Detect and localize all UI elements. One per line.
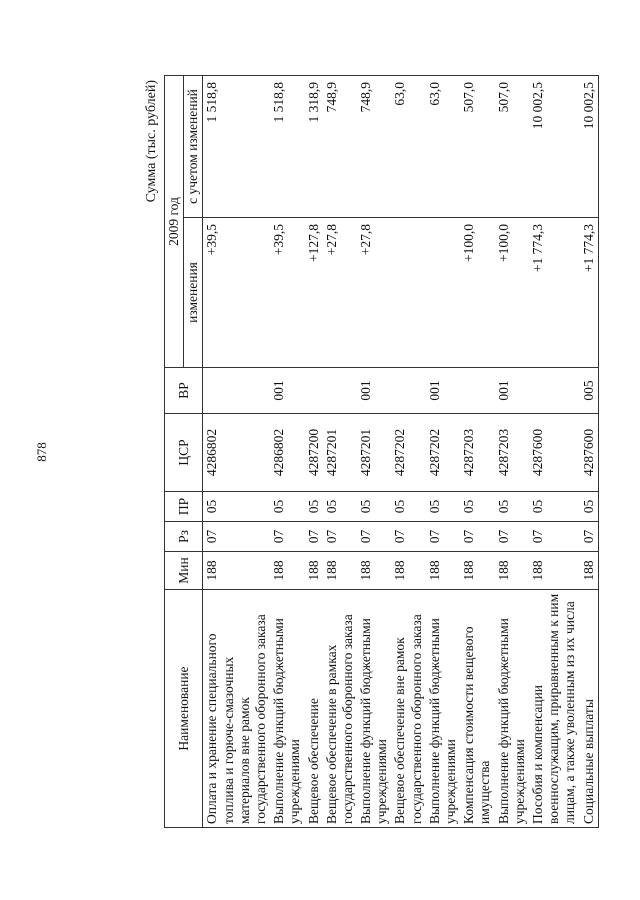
row-name: Пособия и компенсации военнослужащим, приравненным к ним лицам, а также уволенным из их числа	[529, 590, 580, 828]
row-name: Компенсация стоимости вещевого имущества	[460, 590, 494, 828]
row-name: Выполнение функций бюджетными учреждениями	[357, 590, 391, 828]
row-rz: 07	[580, 522, 599, 552]
row-changes: +27,8	[323, 218, 357, 368]
header-with-changes: с учетом изменений	[184, 76, 203, 218]
table-row	[391, 76, 425, 828]
header-csr: ЦСР	[165, 414, 203, 492]
header-min: Мин	[165, 552, 203, 590]
table-row	[460, 76, 494, 828]
row-pr: 05	[357, 492, 391, 522]
row-pr: 05	[203, 492, 270, 522]
table-body	[203, 76, 598, 828]
row-vr	[391, 368, 425, 414]
row-total: 1 518,8	[203, 76, 270, 218]
row-pr: 05	[391, 492, 425, 522]
row-changes	[426, 218, 460, 368]
row-name: Оплата и хранение специального топлива и горюче-смазочных материалов вне рамок государственного оборонного заказа	[203, 590, 270, 828]
row-rz: 07	[460, 522, 494, 552]
row-vr	[305, 368, 323, 414]
row-pr: 05	[529, 492, 580, 522]
row-csr: 4287600	[529, 414, 580, 492]
row-rz: 07	[203, 522, 270, 552]
row-rz: 07	[270, 522, 304, 552]
row-total: 10 002,5	[580, 76, 599, 218]
table-row	[203, 76, 270, 828]
row-vr: 005	[580, 368, 599, 414]
row-changes: +1 774,3	[529, 218, 580, 368]
table-header	[165, 76, 203, 828]
row-name: Социальные выплаты	[580, 590, 599, 828]
row-rz: 07	[426, 522, 460, 552]
row-pr: 05	[426, 492, 460, 522]
row-vr: 001	[357, 368, 391, 414]
row-total: 63,0	[426, 76, 460, 218]
table-row	[270, 76, 304, 828]
row-pr: 05	[270, 492, 304, 522]
table-row	[495, 76, 529, 828]
row-rz: 07	[357, 522, 391, 552]
row-pr: 05	[580, 492, 599, 522]
row-min: 188	[203, 552, 270, 590]
table-row	[426, 76, 460, 828]
row-total: 63,0	[391, 76, 425, 218]
row-vr	[203, 368, 270, 414]
table-row	[357, 76, 391, 828]
header-year: 2009 год	[165, 76, 184, 368]
row-csr: 4287202	[391, 414, 425, 492]
row-csr: 4286802	[203, 414, 270, 492]
row-rz: 07	[323, 522, 357, 552]
row-min: 188	[580, 552, 599, 590]
row-total: 507,0	[460, 76, 494, 218]
row-changes: +127,8	[305, 218, 323, 368]
row-name: Выполнение функций бюджетными учреждениями	[426, 590, 460, 828]
row-csr: 4287201	[357, 414, 391, 492]
row-vr: 001	[426, 368, 460, 414]
row-csr: 4287600	[580, 414, 599, 492]
row-pr: 05	[305, 492, 323, 522]
row-min: 188	[391, 552, 425, 590]
row-min: 188	[270, 552, 304, 590]
table-row	[305, 76, 323, 828]
row-name: Выполнение функций бюджетными учреждениями	[495, 590, 529, 828]
row-rz: 07	[391, 522, 425, 552]
row-changes: +100,0	[460, 218, 494, 368]
row-min: 188	[529, 552, 580, 590]
row-name: Вещевое обеспечение в рамках государственного оборонного заказа	[323, 590, 357, 828]
row-changes: +100,0	[495, 218, 529, 368]
row-total: 748,9	[357, 76, 391, 218]
units-caption: Сумма (тыс. рублей)	[144, 80, 159, 203]
row-csr: 4287202	[426, 414, 460, 492]
row-pr: 05	[323, 492, 357, 522]
header-changes: изменения	[184, 218, 203, 368]
row-changes: +27,8	[357, 218, 391, 368]
table-row	[323, 76, 357, 828]
row-changes: +39,5	[203, 218, 270, 368]
row-pr: 05	[495, 492, 529, 522]
row-min: 188	[495, 552, 529, 590]
page-number: 878	[33, 442, 49, 462]
header-pr: ПР	[165, 492, 203, 522]
row-name: Вещевое обеспечение вне рамок государственного оборонного заказа	[391, 590, 425, 828]
row-min: 188	[305, 552, 323, 590]
header-name: Наименование	[165, 590, 203, 828]
row-changes: +39,5	[270, 218, 304, 368]
row-min: 188	[357, 552, 391, 590]
row-csr: 4287201	[323, 414, 357, 492]
row-total: 1 518,8	[270, 76, 304, 218]
row-pr: 05	[460, 492, 494, 522]
row-total: 10 002,5	[529, 76, 580, 218]
rotated-table-area	[144, 76, 596, 828]
row-rz: 07	[529, 522, 580, 552]
row-changes	[391, 218, 425, 368]
row-vr	[529, 368, 580, 414]
row-vr	[323, 368, 357, 414]
row-total: 1 318,9	[305, 76, 323, 218]
row-changes: +1 774,3	[580, 218, 599, 368]
row-vr	[460, 368, 494, 414]
row-vr: 001	[495, 368, 529, 414]
row-min: 188	[323, 552, 357, 590]
table-row	[529, 76, 580, 828]
row-rz: 07	[495, 522, 529, 552]
row-csr: 4287203	[460, 414, 494, 492]
row-name: Вещевое обеспечение	[305, 590, 323, 828]
row-vr: 001	[270, 368, 304, 414]
row-name: Выполнение функций бюджетными учреждениями	[270, 590, 304, 828]
row-min: 188	[426, 552, 460, 590]
row-min: 188	[460, 552, 494, 590]
row-csr: 4286802	[270, 414, 304, 492]
row-total: 507,0	[495, 76, 529, 218]
row-csr: 4287200	[305, 414, 323, 492]
row-total: 748,9	[323, 76, 357, 218]
header-vr: ВР	[165, 368, 203, 414]
budget-table	[164, 75, 599, 828]
header-rz: Рз	[165, 522, 203, 552]
table-row	[580, 76, 599, 828]
row-csr: 4287203	[495, 414, 529, 492]
row-rz: 07	[305, 522, 323, 552]
